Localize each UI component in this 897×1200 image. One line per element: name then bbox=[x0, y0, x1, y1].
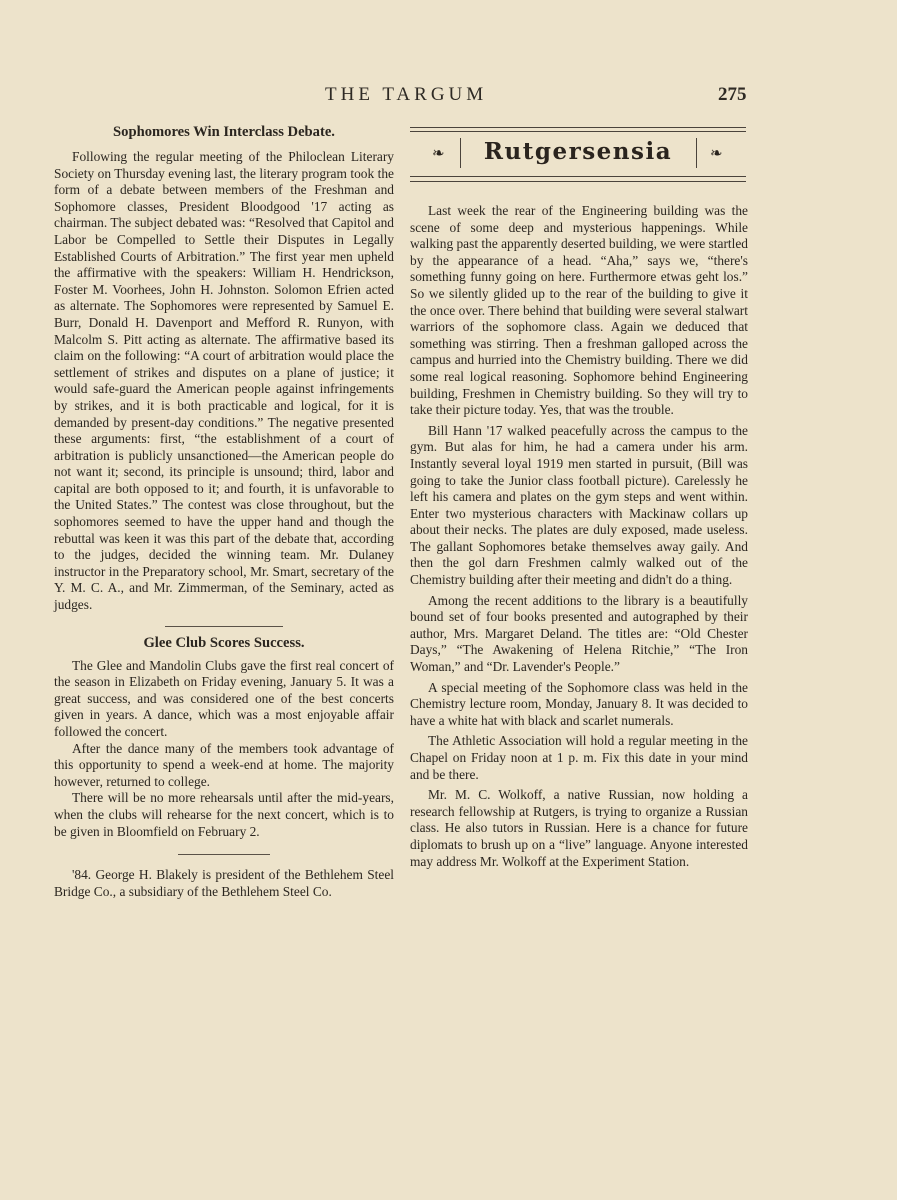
news-item: Last week the rear of the Engineering building was the scene of some deep and mysterious happenings. While walking past the apparently deserted building, we were startled by the appearance of a head. “Aha,” says we, “there's something funny going on here. Furthermore etwas geht los.” So we silently glided up to the rear of the building to give it the once over. There behind that building were several stalwart warriors of the sophomore class. Again we deduced that something was stirring. Then a freshman galloped across the campus and hurried into the Chemistry building. There we did some real logical reasoning. Sophomore behind Engineering building, Freshmen in Chemistry building. So they will try to take their picture today. Yes, that was the trouble. bbox=[410, 203, 749, 418]
left-column bbox=[54, 124, 394, 900]
news-item: Bill Hann '17 walked peacefully across the campus to the gym. But alas for him, he had a camera under his arm. Instantly several loyal 1919 men started in pursuit, (Bill was going to take the Junior class football picture). Carelessly he left his camera and plates on the gym steps and went within. Enter two mysterious characters with Mackinaw collars up about their necks. The plates are duly exposed, made useless. The gallant Sophomores betake themselves away gaily. And then the gol darn Freshmen calmly walked out of the Chemistry building after their meeting and didn't do a thing. bbox=[410, 422, 748, 588]
news-item: A special meeting of the Sophomore class was held in the Chemistry lecture room, Monday, January 8. It was decided to have a white hat with black and scarlet numerals. bbox=[410, 679, 748, 728]
glee-paragraph: There will be no more rehearsals until after the mid-years, when the clubs will rehearse for the next concert, which is to be given in Bloomfield on February 2. bbox=[54, 790, 394, 839]
fleuron-right-icon: ❧ bbox=[710, 146, 723, 162]
running-title: THE TARGUM bbox=[325, 84, 488, 105]
masthead-top-rule bbox=[410, 131, 746, 132]
debate-headline: Sophomores Win Interclass Debate. bbox=[113, 124, 335, 140]
debate-paragraph: Following the regular meeting of the Philoclean Literary Society on Thursday evening last, the literary program took the form of a debate between members of the Freshman and Sophomore classes, President Bloodgood '17 acting as chairman. The subject debated was: “Resolved that Capitol and Labor be Compelled to Settle their Disputes in Legally Established Courts of Arbitration.” The first year men upheld the affirmative with the speakers: William H. Hendrickson, Foster M. Voorhees, John H. Johnston. Solomon Efrien acted as alternate. The Sophomores were represented by Samuel E. Burr, Donald H. Davenport and Mefford R. Runyon, with Malcolm S. Pitt acting as alternate. The affirmative based its claim on the following: “A court of arbitration would place the settlement of strikes and disputes on a plane of justice; it would safe-guard the American people against infringements by strikes, and it is both practicable and logical, for it is demanded by present-day conditions.” The negative presented these arguments: first, “the establishment of a court of arbitration is publicly unsanctioned—the American people do not want it; second, its principle is unsound; third, labor and capital are both opposed to it; and fourth, it is unfavorable to the United States.” The contest was close throughout, but the sophomores seemed to have the upper hand and though the rebuttal was keen it was this part of the debate that, according to the judges, decided the winning team. Mr. Dulaney instructor in the Preparatory school, Mr. Smart, secretary of the Y. M. C. A., and Mr. Zimmerman, of the Seminary, acted as judges. bbox=[54, 149, 394, 613]
news-item: The Athletic Association will hold a regular meeting in the Chapel on Friday noon at 1 p. m. Fix this date in your mind and be there. bbox=[410, 733, 748, 782]
news-item: Among the recent additions to the library is a beautifully bound set of four books presented and autographed by their author, Mrs. Margaret Deland. The titles are: “Old Chester Days,” “The Awakening of Helena Ritchie,” “The Iron Woman,” and “Dr. Lavender's People.” bbox=[410, 592, 748, 675]
masthead-top-rule bbox=[410, 127, 746, 128]
page-number: 275 bbox=[718, 84, 747, 105]
column-title: Rutgersensia bbox=[483, 138, 673, 165]
masthead-bottom-rule bbox=[410, 181, 746, 182]
right-column bbox=[410, 203, 748, 870]
glee-paragraph: The Glee and Mandolin Clubs gave the first real concert of the season in Elizabeth on Friday evening, January 5. It was a great success, and was considered one of the best concerts given in years. A dance, which was a most enjoyable affair followed the concert. bbox=[54, 657, 394, 739]
alumni-note: '84. George H. Blakely is president of the Bethlehem Steel Bridge Co., a subsidiary of the Bethlehem Steel Co. bbox=[54, 867, 394, 899]
rutgersensia-masthead bbox=[410, 122, 746, 190]
masthead-bottom-rule bbox=[410, 176, 746, 177]
fleuron-left-icon: ❧ bbox=[432, 146, 445, 162]
news-item: Mr. M. C. Wolkoff, a native Russian, now holding a research fellowship at Rutgers, is trying to organize a Russian class. He also tutors in Russian. Here is a chance for future diplomats to brush up on a “live” language. Anyone interested may address Mr. Wolkoff at the Experiment Station. bbox=[410, 787, 748, 869]
glee-paragraph: After the dance many of the members took advantage of this opportunity to spend a week-end at home. The majority however, returned to college. bbox=[54, 740, 394, 789]
masthead-divider bbox=[460, 138, 461, 168]
masthead-divider bbox=[696, 138, 697, 168]
glee-headline: Glee Club Scores Success. bbox=[143, 634, 305, 651]
